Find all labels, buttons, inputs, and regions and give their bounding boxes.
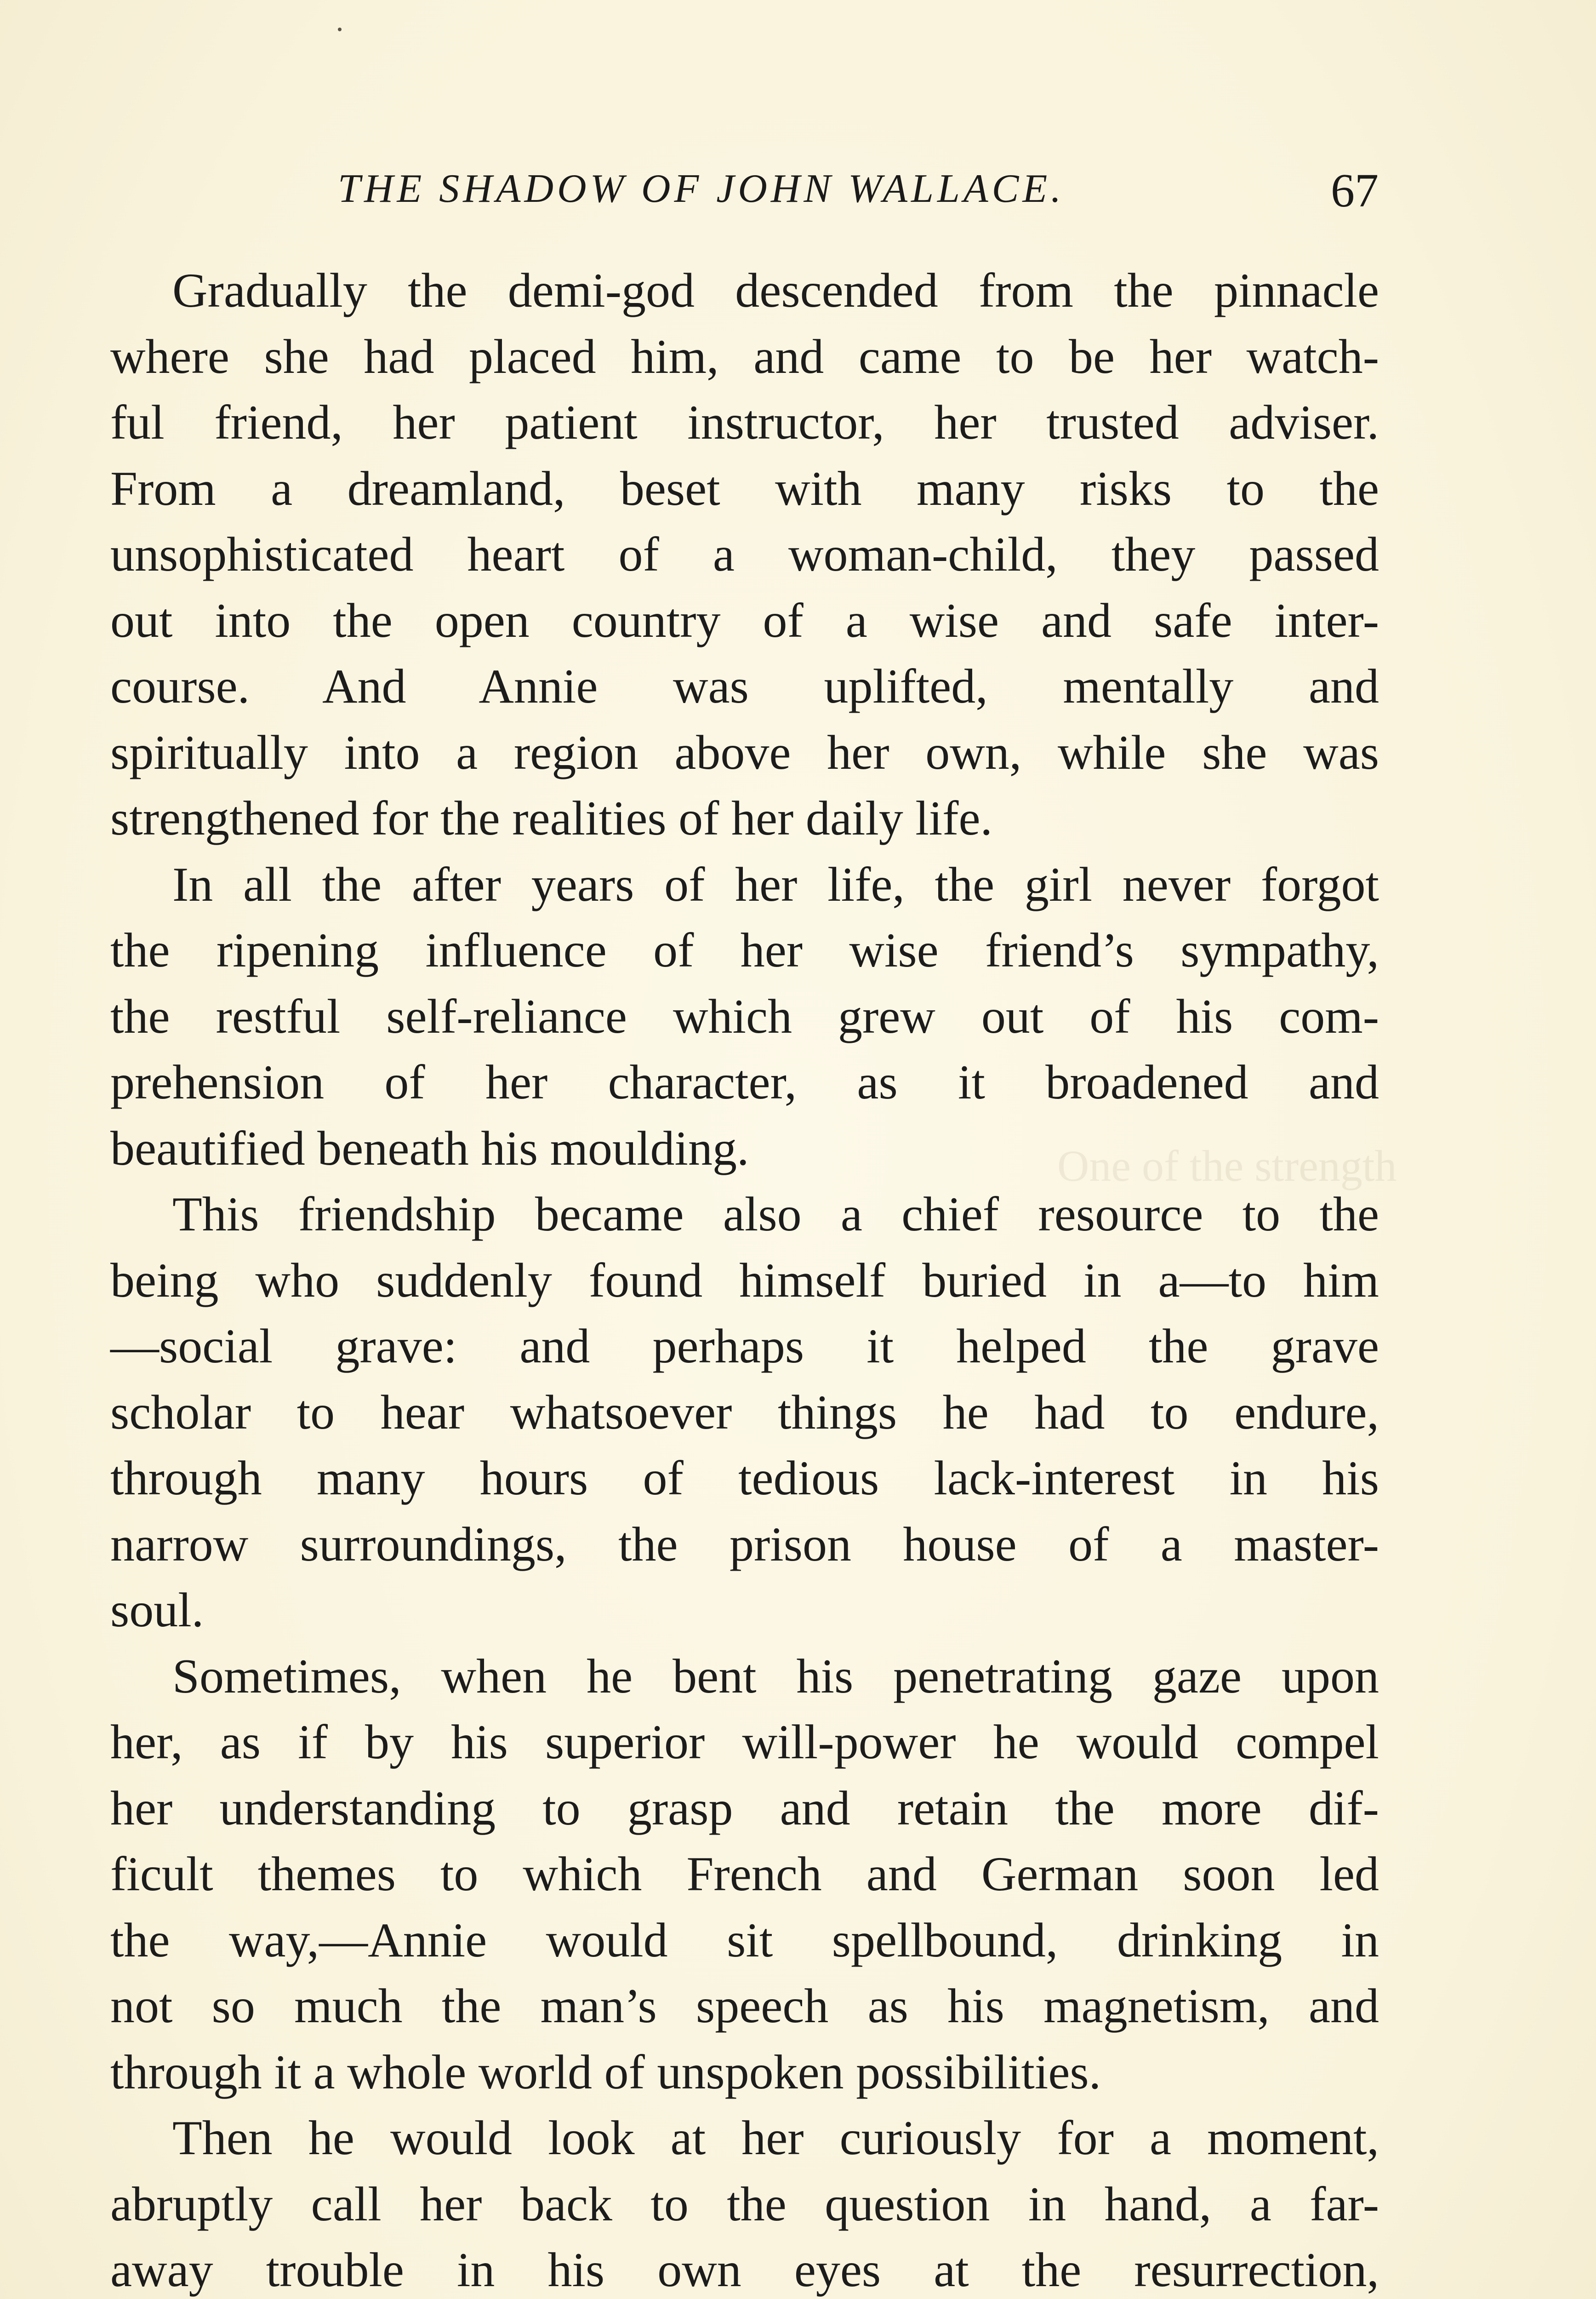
text-line: where she had placed him, and came to be her watch- — [110, 329, 1379, 383]
text-line: out into the open country of a wise and safe inter- — [110, 593, 1379, 647]
text-line: prehension of her character, as it broadened and — [110, 1055, 1379, 1109]
text-line: strengthened for the realities of her daily life. — [110, 791, 993, 845]
text-line: Gradually the demi-god descended from the pinnacle — [172, 263, 1379, 317]
body-text — [110, 257, 1379, 2299]
text-line: From a dreamland, beset with many risks to the — [110, 461, 1379, 515]
running-head-title: THE SHADOW OF JOHN WALLACE. — [338, 166, 1065, 211]
text-line: the restful self-reliance which grew out of his com- — [110, 989, 1379, 1043]
text-line: narrow surroundings, the prison house of a master- — [110, 1517, 1379, 1571]
text-line: away trouble in his own eyes at the resurrection, — [110, 2243, 1379, 2297]
text-line: spiritually into a region above her own, while she was — [110, 725, 1379, 779]
show-through-text: One of the strength — [1057, 1141, 1397, 1190]
text-line: her, as if by his superior will-power he would compel — [110, 1715, 1379, 1769]
text-line: This friendship became also a chief resource to the — [172, 1187, 1379, 1241]
text-line: scholar to hear whatsoever things he had to endure, — [110, 1385, 1379, 1439]
text-line: the ripening influence of her wise friend’s sympathy, — [110, 923, 1379, 977]
page-number: 67 — [1331, 164, 1379, 217]
text-line: —social grave: and perhaps it helped the grave — [110, 1319, 1379, 1373]
text-line: Sometimes, when he bent his penetrating gaze upon — [172, 1649, 1379, 1703]
text-line: through many hours of tedious lack-interest in his — [110, 1451, 1379, 1505]
ink-speck — [338, 28, 342, 31]
text-line: Then he would look at her curiously for a moment, — [172, 2111, 1379, 2165]
text-line: the way,—Annie would sit spellbound, drinking in — [110, 1913, 1379, 1967]
text-line: ful friend, her patient instructor, her trusted adviser. — [110, 395, 1379, 449]
text-line: beautified beneath his moulding. — [110, 1121, 749, 1175]
text-line: not so much the man’s speech as his magnetism, and — [110, 1979, 1379, 2033]
text-line: through it a whole world of unspoken possibilities. — [110, 2045, 1101, 2099]
text-line: being who suddenly found himself buried in a—to him — [110, 1253, 1379, 1307]
text-line: unsophisticated heart of a woman-child, they passed — [110, 527, 1379, 581]
text-line: In all the after years of her life, the girl never forgot — [172, 857, 1379, 911]
text-line: abruptly call her back to the question in hand, a far- — [110, 2177, 1379, 2231]
text-line: ficult themes to which French and German soon led — [110, 1847, 1379, 1901]
text-line: her understanding to grasp and retain the more dif- — [110, 1781, 1379, 1835]
text-line: soul. — [110, 1583, 204, 1637]
text-line: course. And Annie was uplifted, mentally and — [110, 659, 1379, 713]
